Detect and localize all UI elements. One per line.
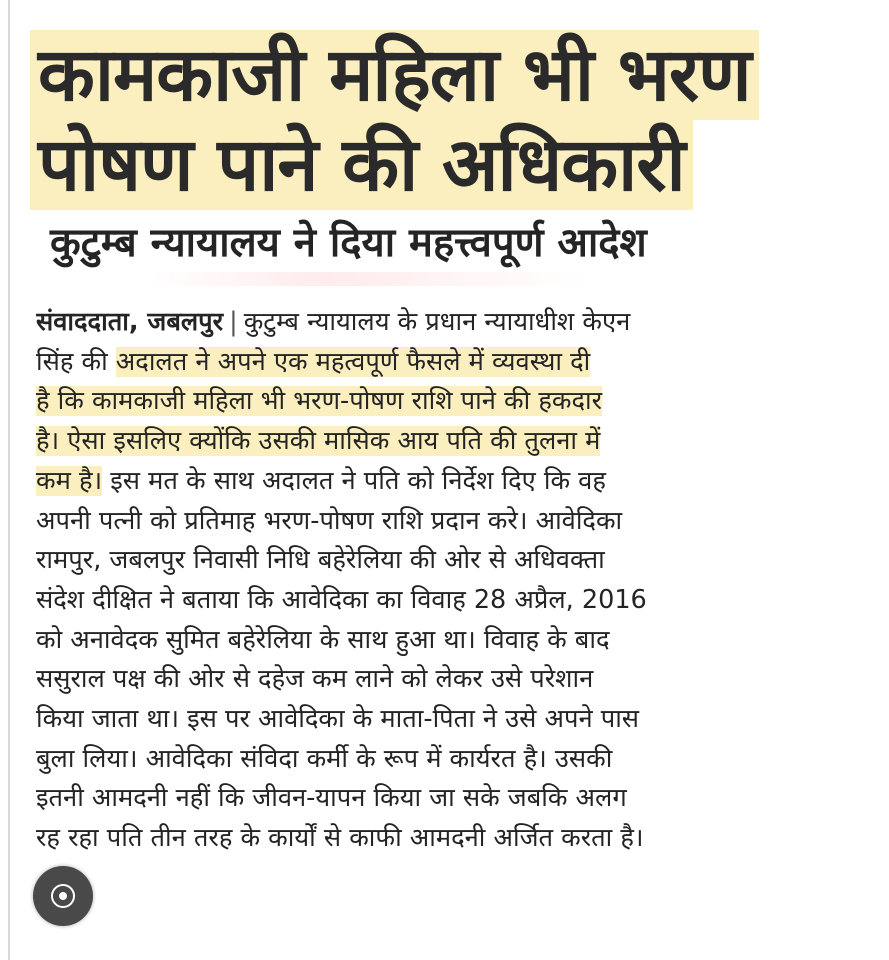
print-smudge	[150, 272, 590, 286]
article-line	[36, 422, 866, 462]
highlighted-text: अदालत ने अपने एक महत्वपूर्ण फैसले में व्यवस्था दी	[115, 346, 591, 377]
headline-line-2: पोषण पाने की अधिकारी	[30, 120, 693, 210]
article-text: कुटुम्ब न्यायालय के प्रधान न्यायाधीश केएन	[243, 307, 631, 337]
article-line: रामपुर, जबलपुर निवासी निधि बहेरेलिया की ओर से अधिवक्ता	[36, 545, 605, 576]
article-line: रह रहा पति तीन तरह के कार्यों से काफी आमदनी अर्जित करता है।	[36, 823, 644, 854]
dateline-separator: |	[229, 307, 238, 337]
camera-lens-icon[interactable]	[33, 866, 93, 926]
highlighted-text: है। ऐसा इसलिए क्योंकि उसकी मासिक आय पति की तुलना में	[36, 426, 601, 457]
article-line: को अनावेदक सुमित बहेरेलिया के साथ हुआ था। विवाह के बाद	[36, 624, 610, 655]
article-line	[36, 382, 866, 422]
column-rule	[8, 0, 10, 960]
article-line	[36, 462, 866, 502]
article-line: बुला लिया। आवेदिका संविदा कर्मी के रूप में कार्यरत है। उसकी	[36, 743, 613, 774]
lens-dot	[59, 892, 67, 900]
headline-line-1: कामकाजी महिला भी भरण	[30, 30, 759, 120]
dateline: संवाददाता, जबलपुर	[36, 307, 224, 337]
article-text: सिंह की	[36, 346, 116, 377]
subheadline: कुटुम्ब न्यायालय ने दिया महत्त्वपूर्ण आदेश	[50, 220, 647, 266]
article-line: किया जाता था। इस पर आवेदिका के माता-पिता ने उसे अपने पास	[36, 704, 640, 735]
article-line	[36, 343, 866, 383]
article-line: संदेश दीक्षित ने बताया कि आवेदिका का विवाह 28 अप्रैल, 2016	[36, 584, 647, 615]
article-line	[36, 303, 866, 343]
article-line: इतनी आमदनी नहीं कि जीवन-यापन किया जा सके जबकि अलग	[36, 783, 627, 814]
article-body	[36, 303, 866, 859]
article-line: अपनी पत्नी को प्रतिमाह भरण-पोषण राशि प्रदान करे। आवेदिका	[36, 505, 623, 536]
highlighted-text: है कि कामकाजी महिला भी भरण-पोषण राशि पाने की हकदार	[36, 386, 603, 417]
article-line: ससुराल पक्ष की ओर से दहेज कम लाने को लेकर उसे परेशान	[36, 664, 594, 695]
headline	[30, 30, 860, 210]
highlighted-text: कम है।	[36, 465, 103, 496]
article-text: इस मत के साथ अदालत ने पति को निर्देश दिए कि वह	[102, 465, 606, 496]
